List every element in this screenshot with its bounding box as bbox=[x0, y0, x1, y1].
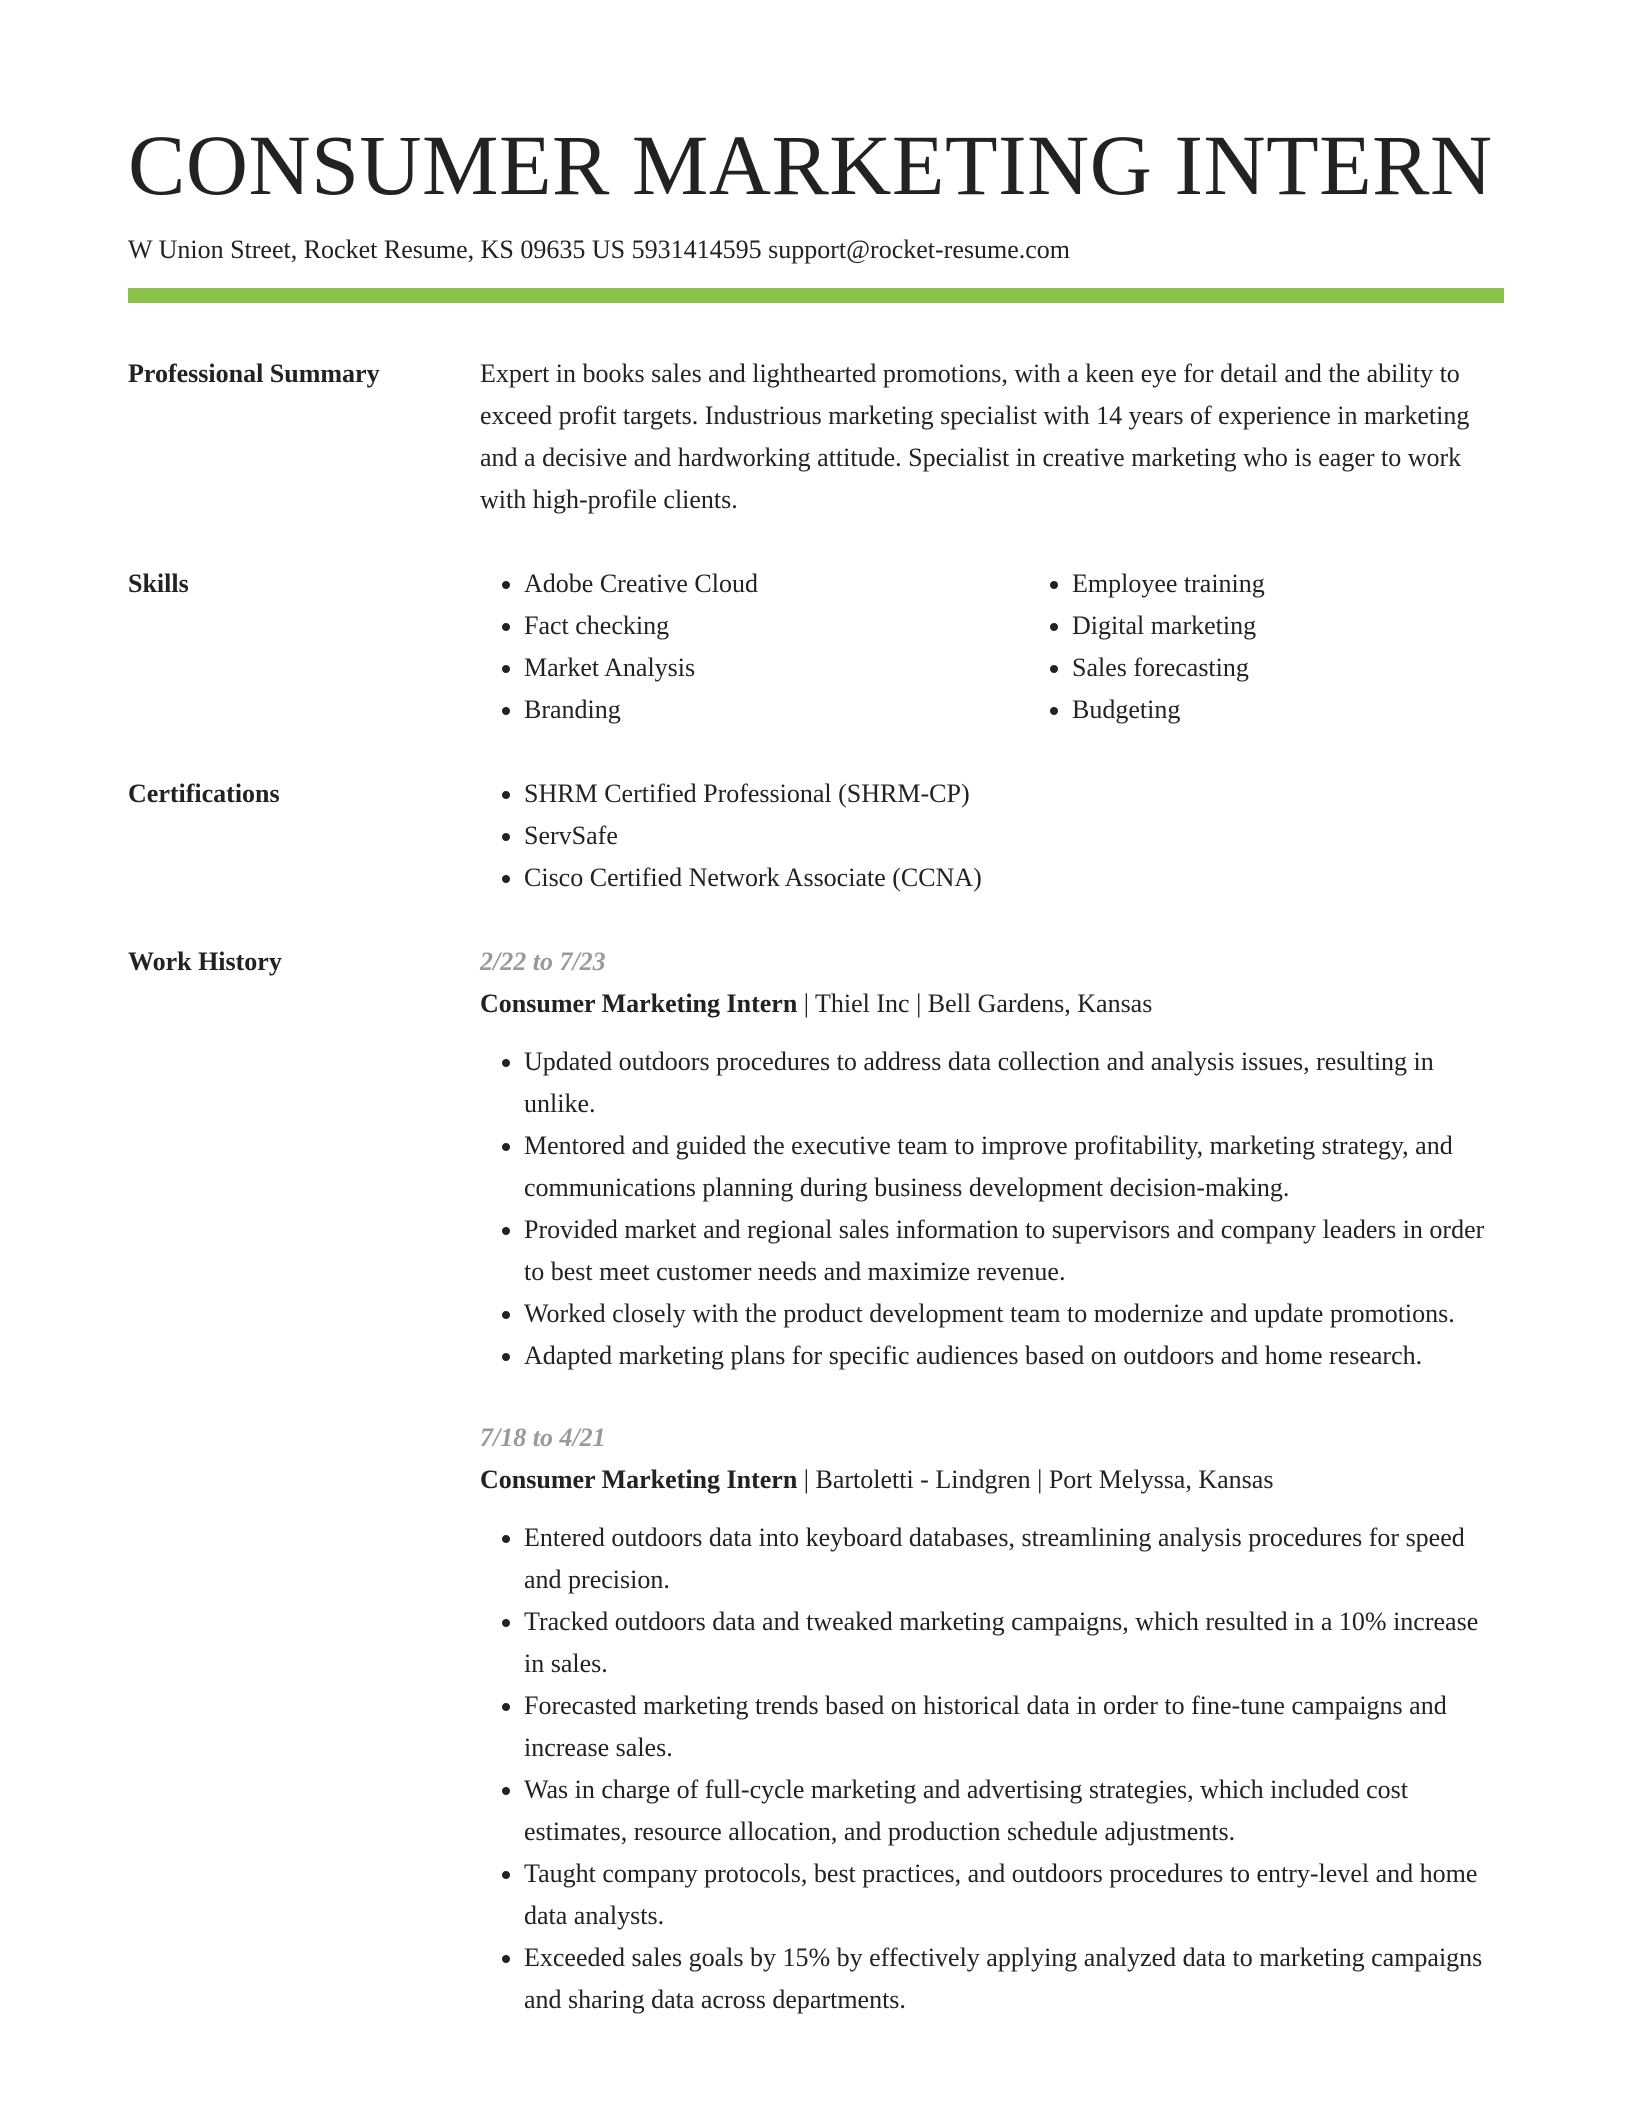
job-dates: 7/18 to 4/21 bbox=[480, 1423, 606, 1453]
work-history-label: Work History bbox=[128, 947, 282, 977]
resume-page bbox=[128, 118, 1504, 2061]
skill-item: • Budgeting bbox=[1072, 689, 1576, 731]
job-bullet: • Adapted marketing plans for specific audiences based on outdoors and home research. bbox=[524, 1335, 1504, 1377]
job-entry bbox=[480, 941, 1504, 1377]
job-entry bbox=[480, 1417, 1504, 2021]
certifications-list bbox=[480, 773, 1504, 899]
job-bullet: • Entered outdoors data into keyboard databases, streamlining analysis procedures for speed and precision. bbox=[524, 1517, 1504, 1601]
job-bullets bbox=[480, 1517, 1504, 2021]
job-details: | Bartoletti - Lindgren | Port Melyssa, Kansas bbox=[797, 1465, 1274, 1495]
job-bullet: • Taught company protocols, best practices, and outdoors procedures to entry-level and home data analysts. bbox=[524, 1853, 1504, 1937]
certification-item: • Cisco Certified Network Associate (CCNA) bbox=[524, 857, 1504, 899]
skill-item: • Sales forecasting bbox=[1072, 647, 1576, 689]
skill-item: • Branding bbox=[524, 689, 1028, 731]
accent-rule bbox=[128, 288, 1504, 303]
contact-line: W Union Street, Rocket Resume, KS 09635 US 5931414595 support@rocket-resume.com bbox=[128, 234, 1071, 264]
job-heading bbox=[480, 1459, 1504, 1501]
skills-list-left bbox=[480, 563, 1028, 731]
certification-item: • SHRM Certified Professional (SHRM-CP) bbox=[524, 773, 1504, 815]
certification-item: • ServSafe bbox=[524, 815, 1504, 857]
job-bullet: • Updated outdoors procedures to address data collection and analysis issues, resulting in unlike. bbox=[524, 1041, 1504, 1125]
certifications-label: Certifications bbox=[128, 779, 280, 809]
summary-label: Professional Summary bbox=[128, 359, 380, 389]
certifications-section bbox=[128, 773, 1504, 899]
skill-item: • Employee training bbox=[1072, 563, 1576, 605]
resume-name: CONSUMER MARKETING INTERN bbox=[128, 117, 1493, 213]
skill-item: • Digital marketing bbox=[1072, 605, 1576, 647]
job-bullets bbox=[480, 1041, 1504, 1377]
job-title: Consumer Marketing Intern bbox=[480, 989, 798, 1019]
job-dates: 2/22 to 7/23 bbox=[480, 947, 606, 977]
skills-section bbox=[128, 563, 1504, 731]
job-bullet: • Tracked outdoors data and tweaked marketing campaigns, which resulted in a 10% increase in sales. bbox=[524, 1601, 1504, 1685]
job-bullet: • Forecasted marketing trends based on historical data in order to fine-tune campaigns and increase sales. bbox=[524, 1685, 1504, 1769]
skills-list-right bbox=[1028, 563, 1576, 731]
skill-item: • Fact checking bbox=[524, 605, 1028, 647]
job-title: Consumer Marketing Intern bbox=[480, 1465, 798, 1495]
work-history-section bbox=[128, 941, 1504, 2061]
job-heading bbox=[480, 983, 1504, 1025]
skills-label: Skills bbox=[128, 569, 189, 599]
summary-section bbox=[128, 353, 1504, 521]
job-bullet: • Worked closely with the product development team to modernize and update promotions. bbox=[524, 1293, 1504, 1335]
job-bullet: • Provided market and regional sales information to supervisors and company leaders in order to best meet customer needs and maximize revenue. bbox=[524, 1209, 1504, 1293]
job-bullet: • Exceeded sales goals by 15% by effectively applying analyzed data to marketing campaigns and sharing data across departments. bbox=[524, 1937, 1504, 2021]
skill-item: • Market Analysis bbox=[524, 647, 1028, 689]
summary-text: Expert in books sales and lighthearted promotions, with a keen eye for detail and the ability to exceed profit targets. Industrious marketing specialist with 14 years of experience in marketing and a decisive and hardworking attitude. Specialist in creative marketing who is eager to work with high-profile clients. bbox=[480, 359, 1470, 515]
job-bullet: • Was in charge of full-cycle marketing and advertising strategies, which included cost estimates, resource allocation, and production schedule adjustments. bbox=[524, 1769, 1504, 1853]
job-bullet: • Mentored and guided the executive team to improve profitability, marketing strategy, and communications planning during business development decision-making. bbox=[524, 1125, 1504, 1209]
skill-item: • Adobe Creative Cloud bbox=[524, 563, 1028, 605]
job-details: | Thiel Inc | Bell Gardens, Kansas bbox=[797, 989, 1153, 1019]
